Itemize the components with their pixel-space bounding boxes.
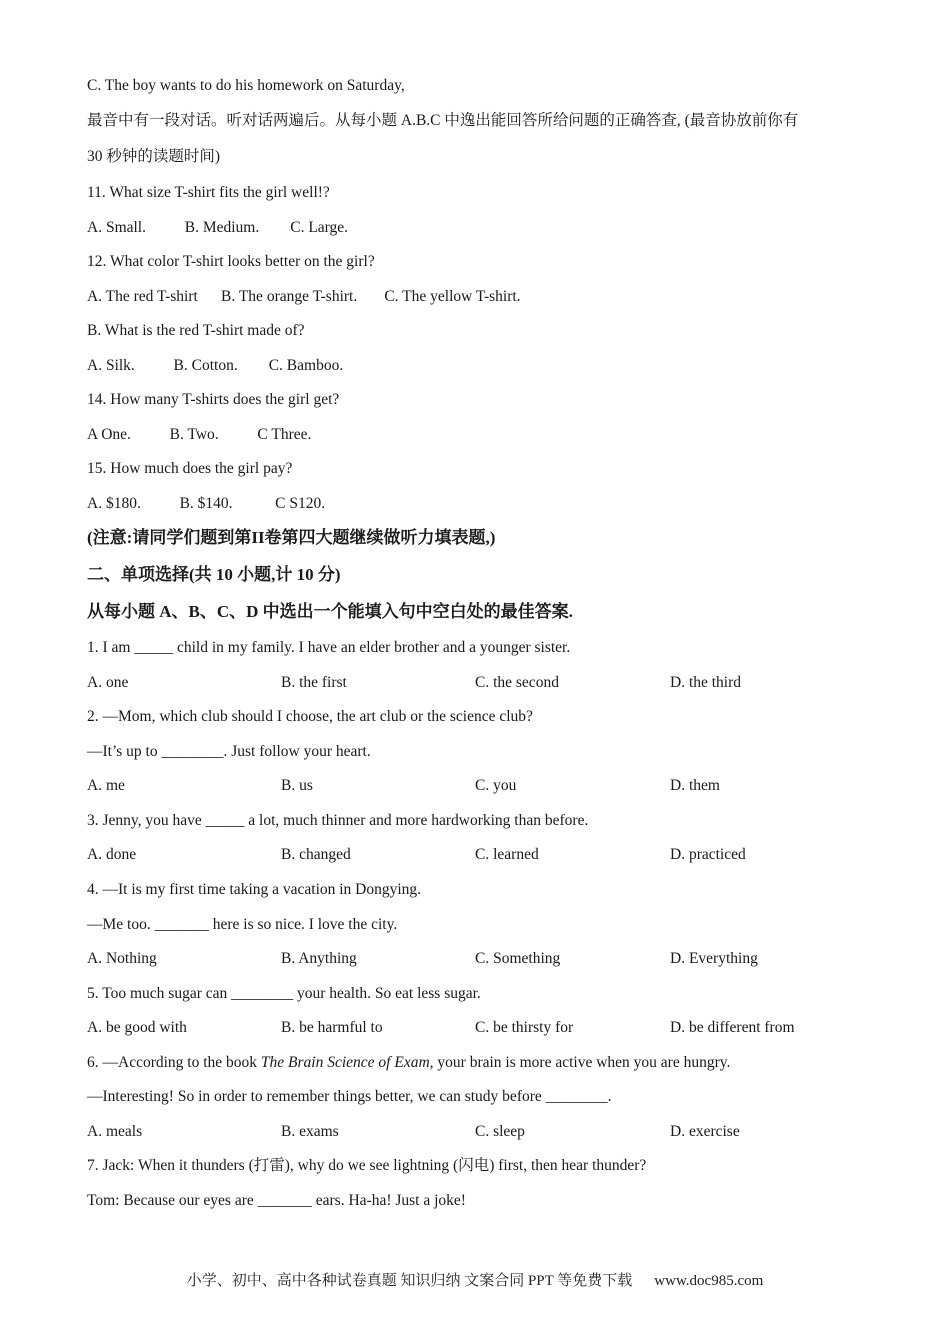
mc-2-option-b: B. us: [281, 777, 313, 794]
mc-2-option-a: A. me: [87, 777, 125, 794]
question-12: 12. What color T-shirt looks better on the girl?: [87, 253, 375, 270]
mc-4-option-a: A. Nothing: [87, 950, 157, 967]
mc-4-option-c: C. Something: [475, 950, 561, 967]
question-15: 15. How much does the girl pay?: [87, 460, 293, 477]
mc-3-option-d: D. practiced: [670, 846, 746, 863]
mc-3-option-c: C. learned: [475, 846, 539, 863]
mc-question-2: 2. —Mom, which club should I choose, the art club or the science club?: [87, 708, 533, 725]
mc-4-option-d: D. Everything: [670, 950, 758, 967]
mc-6-option-b: B. exams: [281, 1123, 339, 1140]
question-15-options: A. $180. B. $140. C S120.: [87, 495, 326, 512]
mc-5-option-a: A. be good with: [87, 1019, 187, 1036]
mc-question-6: [87, 1053, 730, 1073]
question-13: B. What is the red T-shirt made of?: [87, 322, 305, 339]
mc-1-option-c: C. the second: [475, 674, 559, 691]
mc-3-option-b: B. changed: [281, 846, 351, 863]
page-footer: [0, 1269, 950, 1290]
mc-question-5: 5. Too much sugar can ________ your health. So eat less sugar.: [87, 985, 481, 1002]
question-11-options: A. Small. B. Medium. C. Large.: [87, 219, 349, 236]
mc-question-6-reply: —Interesting! So in order to remember things better, we can study before ________.: [87, 1088, 612, 1105]
listening-instruction-cont: 30 秒钟的读题时间): [87, 148, 221, 165]
mc-3-option-a: A. done: [87, 846, 137, 863]
mc-question-7-reply: Tom: Because our eyes are _______ ears. Ha-ha! Just a joke!: [87, 1192, 466, 1209]
book-title: The Brain Science of Exam,: [260, 1054, 434, 1071]
mc-5-option-d: D. be different from: [670, 1019, 795, 1036]
footer-text: 小学、初中、高中各种试卷真题 知识归纳 文案合同 PPT 等免费下载: [186, 1273, 633, 1289]
mc-question-4-reply: —Me too. _______ here is so nice. I love the city.: [87, 916, 398, 933]
mc-question-6-prefix: 6. —According to the book: [87, 1054, 261, 1071]
mc-6-option-d: D. exercise: [670, 1123, 740, 1140]
mc-1-option-b: B. the first: [281, 674, 347, 691]
question-14: 14. How many T-shirts does the girl get?: [87, 391, 340, 408]
mc-question-7: 7. Jack: When it thunders (打雷), why do we see lightning (闪电) first, then hear thunder?: [87, 1157, 647, 1174]
footer-site-link[interactable]: www.doc985.com: [654, 1273, 764, 1289]
note-text: (注意:请同学们题到第II卷第四大题继续做听力填表题,): [87, 528, 496, 547]
question-14-options: A One. B. Two. C Three.: [87, 426, 312, 443]
question-12-options: A. The red T-shirt B. The orange T-shirt. C. The yellow T-shirt.: [87, 288, 521, 305]
mc-6-option-c: C. sleep: [475, 1123, 525, 1140]
question-11: 11. What size T-shirt fits the girl well!?: [87, 184, 330, 201]
mc-4-option-b: B. Anything: [281, 950, 357, 967]
listening-instruction: 最音中有一段对话。听对话两遍后。从每小题 A.B.C 中逸出能回答所给问题的正确答查, (最音协放前你有: [87, 112, 799, 129]
mc-5-option-c: C. be thirsty for: [475, 1019, 574, 1036]
mc-question-2-reply: —It’s up to ________. Just follow your heart.: [87, 743, 371, 760]
mc-6-option-a: A. meals: [87, 1123, 143, 1140]
listening-option-c: C. The boy wants to do his homework on Saturday,: [87, 77, 405, 94]
mc-5-option-b: B. be harmful to: [281, 1019, 383, 1036]
mc-1-option-a: A. one: [87, 674, 129, 691]
mc-2-option-c: C. you: [475, 777, 517, 794]
question-13-options: A. Silk. B. Cotton. C. Bamboo.: [87, 357, 344, 374]
section-heading: 二、单项选择(共 10 小题,计 10 分): [87, 565, 341, 584]
mc-question-6-suffix: your brain is more active when you are hungry.: [433, 1054, 731, 1071]
mc-2-option-d: D. them: [670, 777, 720, 794]
mc-question-3: 3. Jenny, you have _____ a lot, much thinner and more hardworking than before.: [87, 812, 589, 829]
mc-1-option-d: D. the third: [670, 674, 742, 691]
mc-question-4: 4. —It is my first time taking a vacation in Dongying.: [87, 881, 422, 898]
mc-question-1: 1. I am _____ child in my family. I have an elder brother and a younger sister.: [87, 639, 571, 656]
section-instruction: 从每小题 A、B、C、D 中选出一个能填入句中空白处的最佳答案.: [87, 602, 573, 621]
